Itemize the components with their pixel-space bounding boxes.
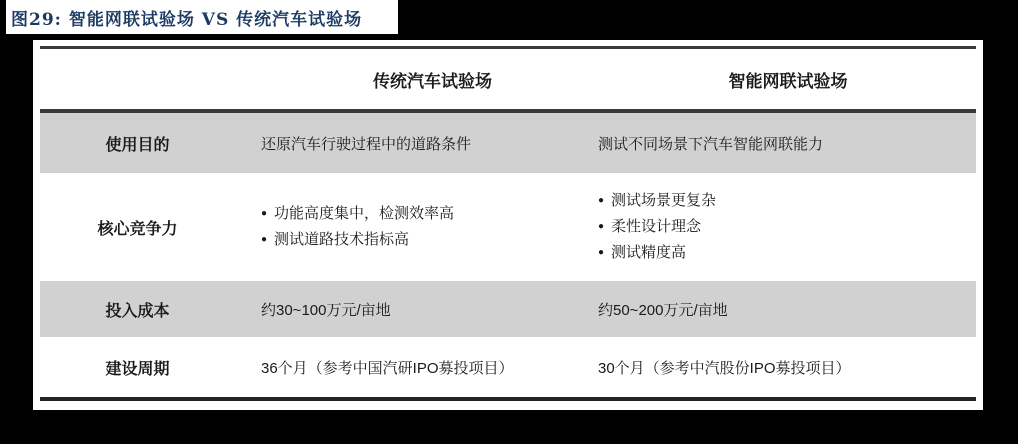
bullet-icon: ● (261, 234, 268, 245)
table-row-core-competence (40, 173, 976, 281)
table-header-row (40, 49, 976, 113)
bullet-list (261, 203, 570, 251)
cell-traditional (235, 357, 570, 378)
list-item (598, 242, 976, 264)
header-cell-intelligent: 智能网联试验场 (728, 71, 848, 91)
cell-text: 柔性设计理念 (611, 218, 702, 235)
cell-text: 测试不同场景下汽车智能网联能力 (598, 135, 824, 153)
cell-text: 还原汽车行驶过程中的道路条件 (261, 135, 472, 153)
table-row-construction-cycle (40, 337, 976, 397)
bullet-icon: ● (261, 208, 268, 219)
row-label: 使用目的 (105, 136, 170, 154)
cell-intelligent (570, 299, 976, 320)
row-label: 建设周期 (105, 360, 170, 378)
cell-text: 约50~200万元/亩地 (598, 301, 728, 319)
cell-intelligent (570, 357, 976, 378)
table-row-purpose (40, 113, 976, 173)
list-item (261, 203, 570, 225)
cell-text: 功能高度集中，检测效率高 (274, 205, 455, 222)
table-page-box (33, 40, 983, 410)
bullet-icon: ● (598, 221, 605, 232)
cell-text: 36个月（参考中国汽研IPO募投项目） (261, 359, 514, 377)
row-label: 核心竞争力 (97, 220, 178, 238)
list-item (598, 216, 976, 238)
list-item (261, 229, 570, 251)
cell-text: 测试道路技术指标高 (274, 231, 410, 248)
cell-text: 约30~100万元/亩地 (261, 301, 391, 319)
figure-title-box (6, 0, 398, 34)
cell-traditional (235, 299, 570, 320)
cell-traditional (235, 203, 570, 251)
bullet-icon: ● (598, 247, 605, 258)
row-label: 投入成本 (105, 302, 170, 320)
bullet-icon: ● (598, 195, 605, 206)
comparison-table (40, 46, 976, 401)
bullet-list (598, 190, 976, 264)
table-row-investment-cost (40, 281, 976, 337)
cell-intelligent (570, 190, 976, 264)
figure-title: 图29: 智能网联试验场 VS 传统汽车试验场 (11, 9, 363, 30)
cell-text: 测试精度高 (611, 244, 687, 261)
list-item (598, 190, 976, 212)
cell-text: 30个月（参考中汽股份IPO募投项目） (598, 359, 851, 377)
header-cell-traditional: 传统汽车试验场 (373, 71, 492, 91)
cell-text: 测试场景更复杂 (611, 192, 717, 209)
cell-intelligent (570, 133, 976, 154)
cell-traditional (235, 133, 570, 154)
